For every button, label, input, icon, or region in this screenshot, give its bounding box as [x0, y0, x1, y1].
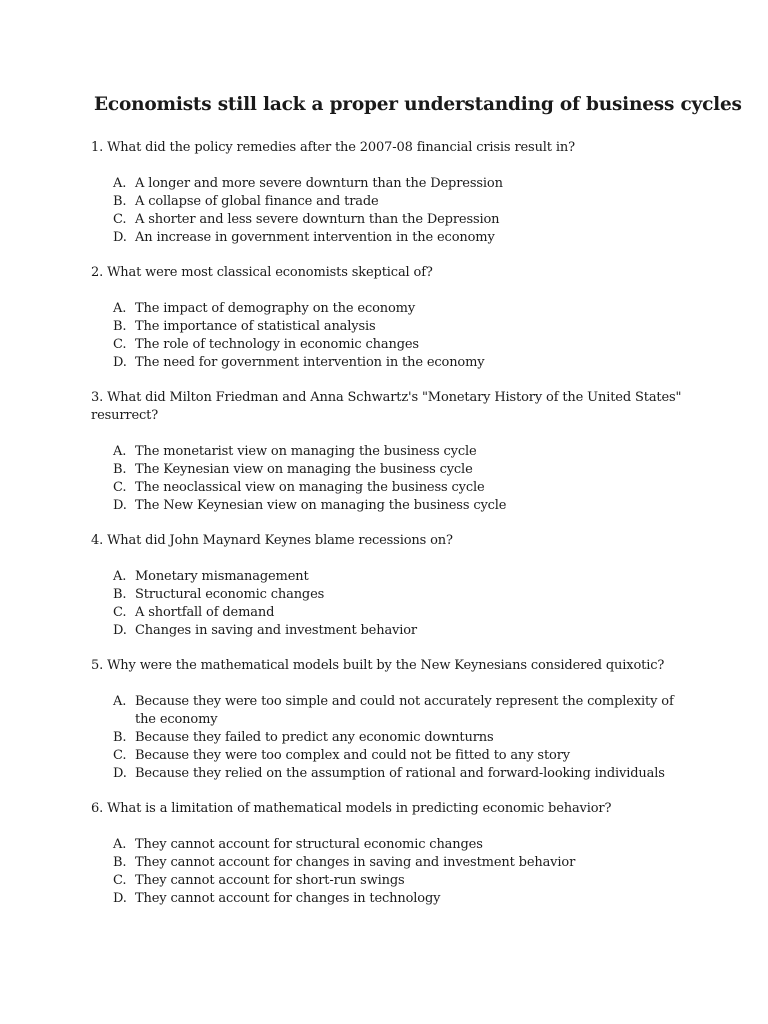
option-b [91, 854, 698, 872]
option-b [91, 729, 698, 747]
option-text: The role of technology in economic changes [135, 337, 419, 352]
option-d [91, 497, 698, 515]
question-5 [91, 657, 698, 783]
option-letter: A. [113, 176, 127, 191]
question-text: 6. What is a limitation of mathematical models in predicting economic behavior? [91, 801, 612, 816]
option-c [91, 747, 698, 765]
option-letter: B. [113, 855, 127, 870]
question-text: 4. What did John Maynard Keynes blame recessions on? [91, 533, 453, 548]
option-letter: B. [113, 587, 127, 602]
option-b [91, 461, 698, 479]
option-a [91, 175, 698, 193]
document-title: Economists still lack a proper understanding of business cycles [94, 94, 742, 115]
option-letter: A. [113, 444, 127, 459]
option-text: They cannot account for changes in technology [135, 891, 441, 906]
option-letter: C. [113, 337, 127, 352]
option-d [91, 890, 698, 908]
option-letter: C. [113, 605, 127, 620]
option-d [91, 354, 698, 372]
option-list [91, 443, 698, 515]
option-letter: D. [113, 623, 127, 638]
option-list [91, 175, 698, 247]
option-text: They cannot account for changes in saving and investment behavior [135, 855, 576, 870]
option-text: The Keynesian view on managing the business cycle [135, 462, 473, 477]
option-text: An increase in government intervention in the economy [135, 230, 495, 245]
option-text: The need for government intervention in the economy [135, 355, 485, 370]
option-text: A longer and more severe downturn than the Depression [135, 176, 503, 191]
option-letter: C. [113, 873, 127, 888]
option-text: They cannot account for short-run swings [135, 873, 405, 888]
option-letter: A. [113, 301, 127, 316]
option-d [91, 229, 698, 247]
question-2 [91, 264, 698, 372]
option-d [91, 765, 698, 783]
option-text: A collapse of global finance and trade [135, 194, 379, 209]
option-letter: C. [113, 748, 127, 763]
option-a [91, 693, 698, 729]
question-text: 2. What were most classical economists skeptical of? [91, 265, 433, 280]
option-a [91, 568, 698, 586]
option-list [91, 568, 698, 640]
option-text: Monetary mismanagement [135, 569, 309, 584]
option-text: Because they failed to predict any economic downturns [135, 730, 494, 745]
question-text: 3. What did Milton Friedman and Anna Schwartz's "Monetary History of the United States" resurrect? [91, 390, 682, 423]
option-letter: D. [113, 355, 127, 370]
option-text: A shorter and less severe downturn than the Depression [135, 212, 500, 227]
option-letter: A. [113, 837, 127, 852]
option-text: The New Keynesian view on managing the business cycle [135, 498, 507, 513]
option-letter: B. [113, 462, 127, 477]
option-a [91, 836, 698, 854]
option-text: Because they were too complex and could not be fitted to any story [135, 748, 570, 763]
option-letter: C. [113, 212, 127, 227]
option-list [91, 693, 698, 783]
option-c [91, 211, 698, 229]
question-text: 5. Why were the mathematical models built by the New Keynesians considered quixotic? [91, 658, 665, 673]
option-letter: B. [113, 194, 127, 209]
option-letter: B. [113, 319, 127, 334]
option-d [91, 622, 698, 640]
option-letter: D. [113, 766, 127, 781]
option-letter: A. [113, 694, 127, 709]
option-c [91, 604, 698, 622]
question-3 [91, 389, 698, 515]
option-b [91, 193, 698, 211]
option-text: Structural economic changes [135, 587, 325, 602]
option-letter: D. [113, 230, 127, 245]
question-4 [91, 532, 698, 640]
option-text: Changes in saving and investment behavior [135, 623, 417, 638]
option-c [91, 336, 698, 354]
option-text: The impact of demography on the economy [135, 301, 416, 316]
option-letter: D. [113, 498, 127, 513]
option-a [91, 300, 698, 318]
option-letter: D. [113, 891, 127, 906]
option-text: The neoclassical view on managing the business cycle [135, 480, 485, 495]
option-text: They cannot account for structural economic changes [135, 837, 483, 852]
question-text: 1. What did the policy remedies after the 2007-08 financial crisis result in? [91, 140, 575, 155]
option-letter: A. [113, 569, 127, 584]
option-list [91, 300, 698, 372]
option-text: The monetarist view on managing the business cycle [135, 444, 477, 459]
option-c [91, 479, 698, 497]
option-list [91, 836, 698, 908]
option-text: A shortfall of demand [135, 605, 275, 620]
option-b [91, 318, 698, 336]
question-1 [91, 139, 698, 247]
option-letter: B. [113, 730, 127, 745]
question-6 [91, 800, 698, 908]
option-text: The importance of statistical analysis [135, 319, 376, 334]
option-letter: C. [113, 480, 127, 495]
option-a [91, 443, 698, 461]
option-text: Because they relied on the assumption of rational and forward-looking individuals [135, 766, 665, 781]
option-b [91, 586, 698, 604]
option-text: Because they were too simple and could not accurately represent the complexity of the economy [135, 694, 674, 727]
option-c [91, 872, 698, 890]
